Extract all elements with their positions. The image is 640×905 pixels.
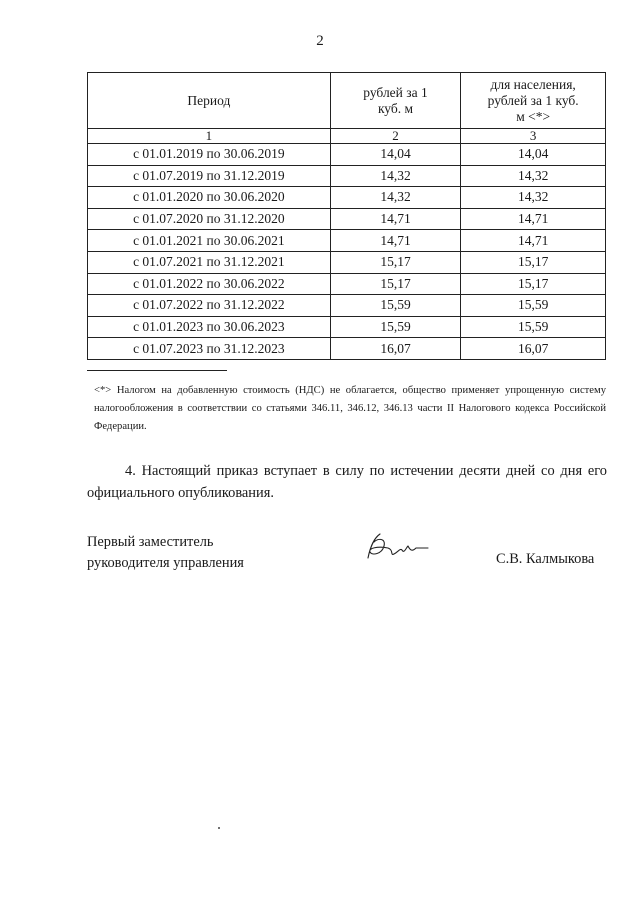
table-row bbox=[88, 251, 606, 273]
table-row bbox=[88, 295, 606, 317]
population-rate-cell: 15,59 bbox=[461, 295, 606, 317]
table-header-row bbox=[88, 73, 606, 129]
population-rate-cell: 15,59 bbox=[461, 316, 606, 338]
column-number: 1 bbox=[88, 129, 331, 144]
header-population-rub-per-m3 bbox=[461, 73, 606, 129]
header-period: Период bbox=[88, 73, 331, 129]
rate-cell: 15,59 bbox=[330, 295, 461, 317]
signatory-name: С.В. Калмыкова bbox=[496, 551, 595, 567]
population-rate-cell: 15,17 bbox=[461, 273, 606, 295]
table-row bbox=[88, 230, 606, 252]
period-cell: с 01.07.2021 по 31.12.2021 bbox=[88, 251, 331, 273]
signatory-title bbox=[87, 532, 244, 574]
column-number-row bbox=[88, 129, 606, 144]
header-rub-per-m3-text: рублей за 1 куб. м bbox=[363, 84, 428, 116]
table-row bbox=[88, 187, 606, 209]
header-population-text: для населения, рублей за 1 куб. м <*> bbox=[487, 76, 579, 124]
rate-cell: 16,07 bbox=[330, 338, 461, 360]
population-rate-cell: 14,32 bbox=[461, 187, 606, 209]
signatory-title-line2: руководителя управления bbox=[87, 555, 244, 571]
table-row bbox=[88, 144, 606, 166]
rate-cell: 14,71 bbox=[330, 208, 461, 230]
header-rub-per-m3 bbox=[330, 73, 461, 129]
table-row bbox=[88, 165, 606, 187]
population-rate-cell: 14,32 bbox=[461, 165, 606, 187]
population-rate-cell: 16,07 bbox=[461, 338, 606, 360]
tariff-table bbox=[87, 72, 606, 360]
period-cell: с 01.01.2021 по 30.06.2021 bbox=[88, 230, 331, 252]
page-number: 2 bbox=[316, 33, 324, 49]
period-cell: с 01.01.2023 по 30.06.2023 bbox=[88, 316, 331, 338]
handwritten-signature bbox=[360, 528, 430, 568]
table-row bbox=[88, 316, 606, 338]
rate-cell: 14,32 bbox=[330, 187, 461, 209]
table-row bbox=[88, 273, 606, 295]
population-rate-cell: 14,71 bbox=[461, 230, 606, 252]
population-rate-cell: 15,17 bbox=[461, 251, 606, 273]
population-rate-cell: 14,71 bbox=[461, 208, 606, 230]
period-cell: с 01.07.2023 по 31.12.2023 bbox=[88, 338, 331, 360]
column-number: 2 bbox=[330, 129, 461, 144]
footnote-separator bbox=[87, 370, 227, 371]
period-cell: с 01.07.2020 по 31.12.2020 bbox=[88, 208, 331, 230]
rate-cell: 14,71 bbox=[330, 230, 461, 252]
clause-4-text: 4. Настоящий приказ вступает в силу по истечении десяти дней со дня его официального опубликования. bbox=[87, 463, 607, 501]
rate-cell: 15,17 bbox=[330, 251, 461, 273]
period-cell: с 01.01.2019 по 30.06.2019 bbox=[88, 144, 331, 166]
period-cell: с 01.01.2022 по 30.06.2022 bbox=[88, 273, 331, 295]
rate-cell: 14,04 bbox=[330, 144, 461, 166]
period-cell: с 01.07.2022 по 31.12.2022 bbox=[88, 295, 331, 317]
column-number: 3 bbox=[461, 129, 606, 144]
signatory-title-line1: Первый заместитель bbox=[87, 534, 214, 550]
footnote: <*> Налогом на добавленную стоимость (НДС) не облагается, общество применяет упрощенную систему налогообложения в соответствии со статьями 346.11, 346.12, 346.13 части II Налогового кодекса Российской Федерации. bbox=[94, 385, 606, 432]
rate-cell: 15,59 bbox=[330, 316, 461, 338]
population-rate-cell: 14,04 bbox=[461, 144, 606, 166]
rate-cell: 14,32 bbox=[330, 165, 461, 187]
table-row bbox=[88, 338, 606, 360]
clause-4 bbox=[87, 460, 607, 504]
table-row bbox=[88, 208, 606, 230]
rate-cell: 15,17 bbox=[330, 273, 461, 295]
scan-speck bbox=[218, 827, 220, 829]
period-cell: с 01.07.2019 по 31.12.2019 bbox=[88, 165, 331, 187]
period-cell: с 01.01.2020 по 30.06.2020 bbox=[88, 187, 331, 209]
